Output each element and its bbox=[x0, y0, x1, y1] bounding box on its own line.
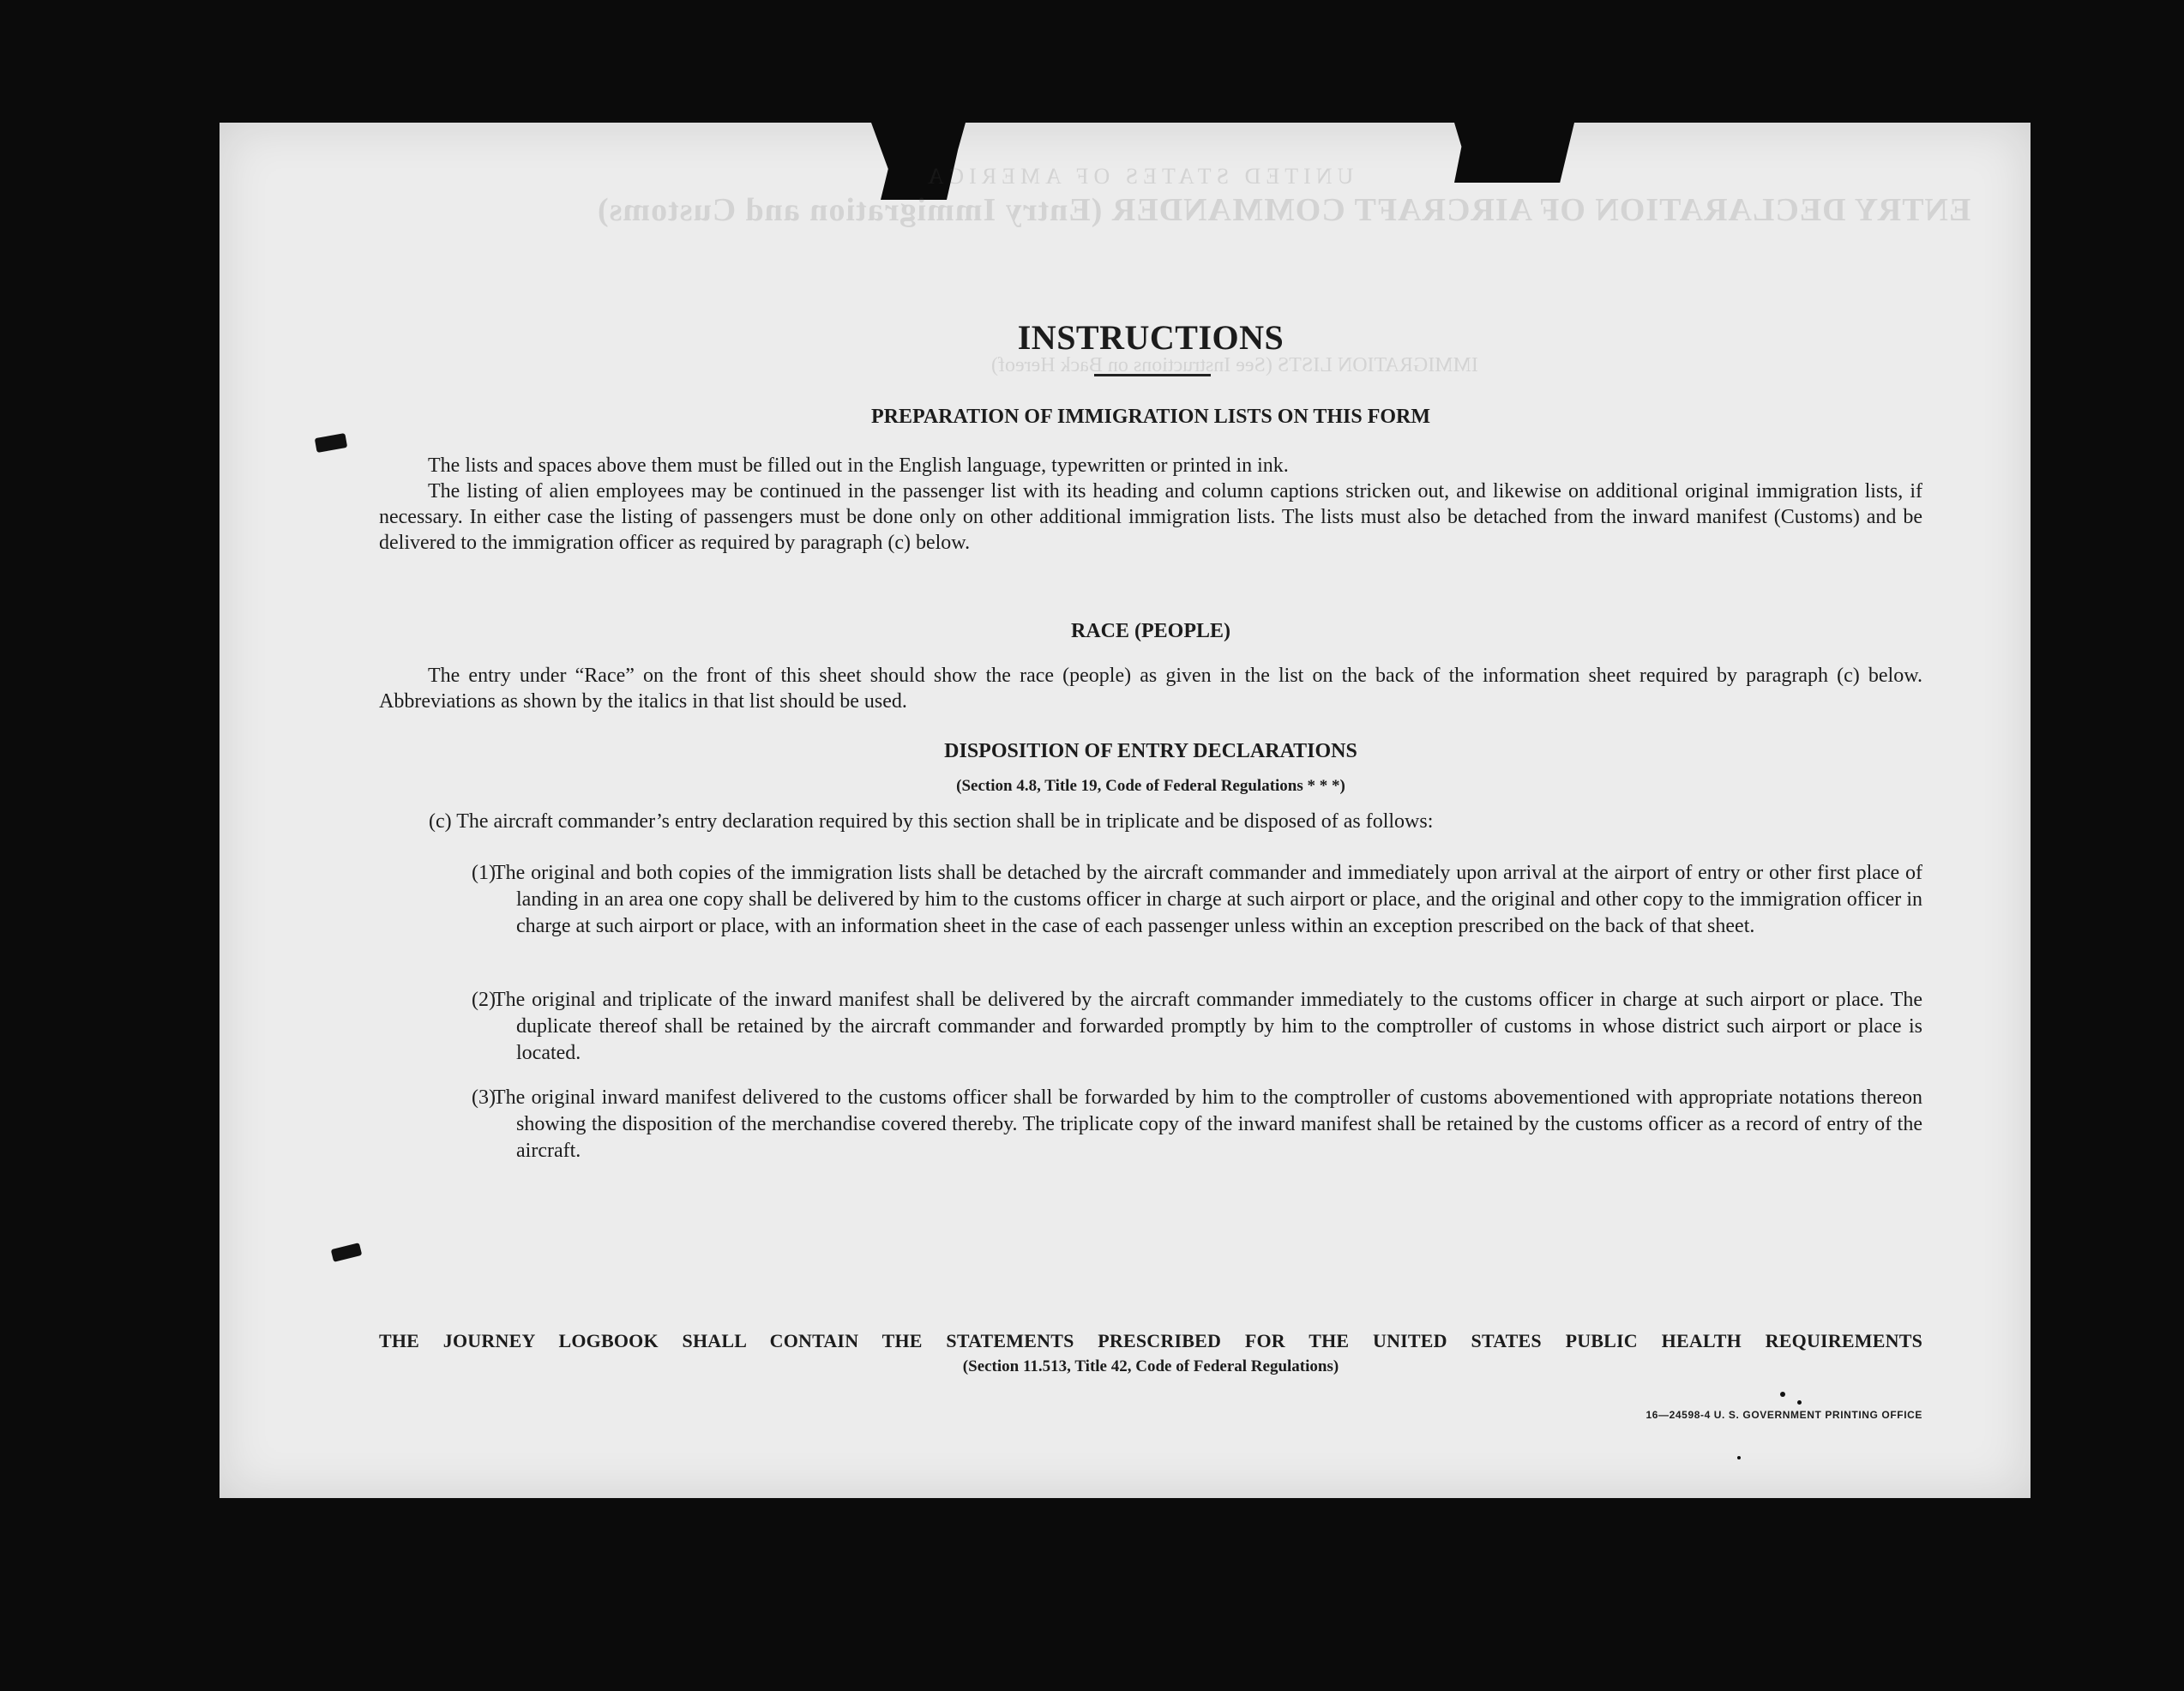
punch-mark bbox=[331, 1243, 363, 1262]
document-sheet bbox=[220, 123, 2031, 1498]
list-item-text: The original and triplicate of the inward manifest shall be delivered by the aircraft commander immediately to the customs officer in charge at such airport or place. The duplicate thereof shall be retained by the aircraft commander and forwarded promptly by him to the comptroller of customs in whose district such airport or place is located. bbox=[493, 989, 1922, 1064]
health-requirements-heading: THE JOURNEY LOGBOOK SHALL CONTAIN THE STATEMENTS PRESCRIBED FOR THE UNITED STATES PUBLIC HEALTH REQUIREMENTS bbox=[379, 1330, 1922, 1351]
list-item-number: (2) bbox=[472, 989, 496, 1011]
list-item bbox=[472, 987, 1922, 1067]
list-item-text: The original and both copies of the immigration lists shall be detached by the aircraft commander and immediately upon arrival at the airport of entry or other first place of landing in an area one copy shall be delivered by him to the customs officer in charge at such airport or place, and the original and other copy to the immigration officer in charge at such airport or place, with an information sheet in the case of each passenger unless within an exception prescribed on the back of that sheet. bbox=[493, 862, 1922, 937]
list-item bbox=[472, 860, 1922, 940]
list-item-number: (3) bbox=[472, 1086, 496, 1109]
section-heading-disposition: DISPOSITION OF ENTRY DECLARATIONS bbox=[944, 740, 1357, 762]
list-item-text: The original inward manifest delivered to the customs officer shall be forwarded by him to the comptroller of customs abovementioned with appropriate notations thereon showing the disposition of the merchandise covered thereby. The triplicate copy of the inward manifest shall be retained by the customs officer as a record of entry of the aircraft. bbox=[493, 1086, 1922, 1162]
bleed-through-subtitle: IMMIGRATION LISTS (See Instructions on Back Hereof) bbox=[991, 354, 1478, 376]
printing-office-imprint: 16—24598-4 U. S. GOVERNMENT PRINTING OFFICE bbox=[1646, 1409, 1922, 1421]
bleed-through-header: UNITED STATES OF AMERICA bbox=[923, 164, 1354, 189]
section-subheading-disposition: (Section 4.8, Title 19, Code of Federal Regulations * * *) bbox=[956, 777, 1345, 795]
paragraph-english-language: The lists and spaces above them must be filled out in the English language, typewritten or printed in ink. bbox=[428, 454, 1289, 477]
section-heading-race: RACE (PEOPLE) bbox=[1071, 620, 1230, 642]
page-title: INSTRUCTIONS bbox=[1017, 318, 1285, 357]
list-item-number: (1) bbox=[472, 862, 496, 884]
paragraph-race: The entry under “Race” on the front of this sheet should show the race (people) as given in the list on the back of the information sheet required by paragraph (c) below. Abbreviations as shown by the italics in that list should be used. bbox=[379, 665, 1922, 713]
paragraph-c-intro: (c) The aircraft commander’s entry declaration required by this section shall be in triplicate and be disposed of as follows: bbox=[429, 810, 1434, 833]
speck bbox=[1780, 1392, 1785, 1397]
list-item bbox=[472, 1085, 1922, 1164]
speck bbox=[1737, 1456, 1741, 1459]
punch-mark bbox=[315, 433, 347, 453]
paragraph-alien-employees: The listing of alien employees may be continued in the passenger list with its heading and column captions stricken out, and likewise on additional original immigration lists, if necessary. In either case the listing of passengers must be done only on other additional immigration lists. The lists must also be detached from the inward manifest (Customs) and be delivered to the immigration officer as required by paragraph (c) below. bbox=[379, 480, 1922, 554]
title-rule bbox=[1094, 374, 1211, 376]
speck bbox=[1797, 1400, 1802, 1405]
health-requirements-subheading: (Section 11.513, Title 42, Code of Federal Regulations) bbox=[962, 1357, 1339, 1375]
torn-edge-right bbox=[1454, 123, 1574, 183]
section-heading-preparation: PREPARATION OF IMMIGRATION LISTS ON THIS FORM bbox=[870, 406, 1431, 428]
bleed-through-title: ENTRY DECLARATION OF AIRCRAFT COMMANDER (Entry Immigration and Customs) bbox=[597, 192, 1971, 228]
